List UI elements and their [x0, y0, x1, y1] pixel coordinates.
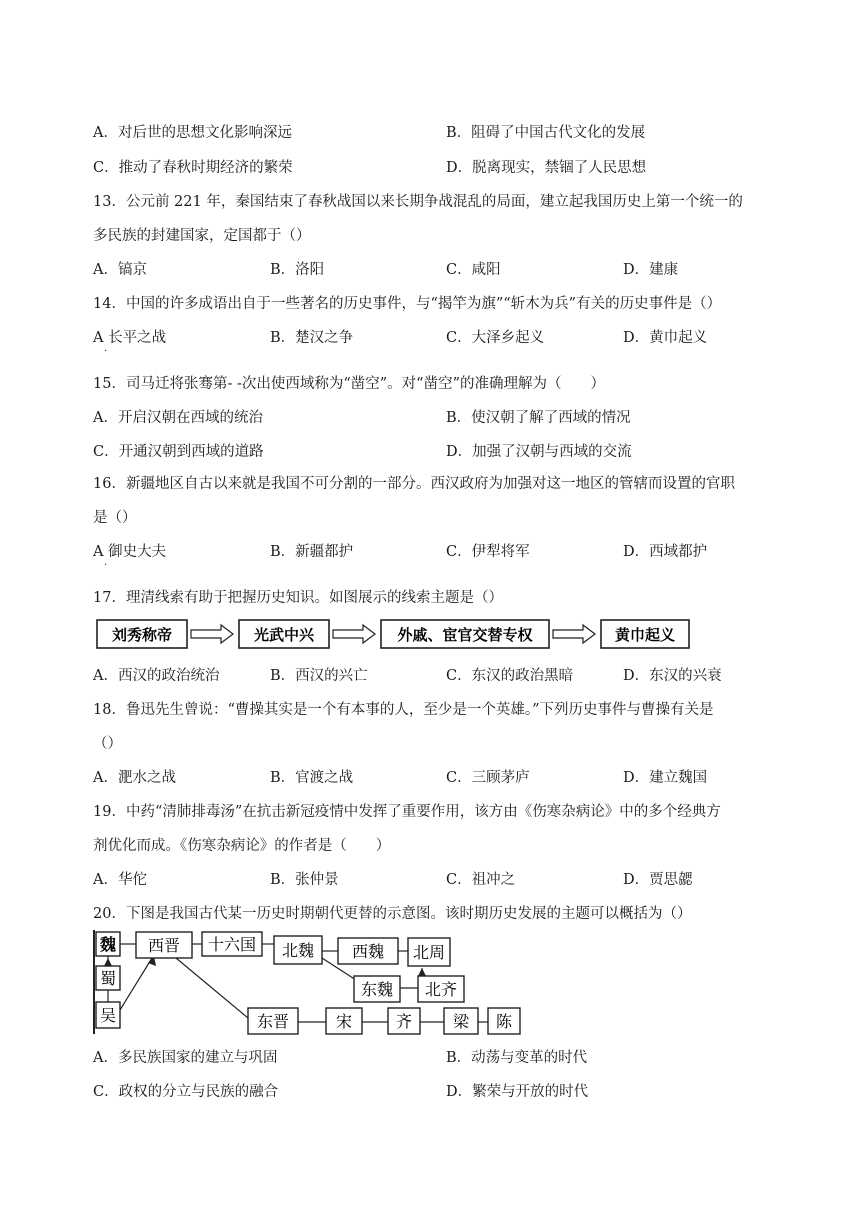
q19-option-c[interactable]: C．祖冲之 — [446, 872, 516, 888]
q17-stem: 17．理清线索有助于把握历史知识。如图展示的线索主题是（） — [93, 590, 503, 606]
q18-stem-line2: （） — [93, 736, 122, 752]
q16-emphasis-dot: . — [104, 557, 108, 568]
q20-option-b[interactable]: B．动荡与变革的时代 — [446, 1050, 588, 1066]
q20-option-c[interactable]: C．政权的分立与民族的融合 — [93, 1084, 279, 1100]
q20-stem: 20．下图是我国古代某一历史时期朝代更替的示意图。该时期历史发展的主题可以概括为（） — [93, 906, 692, 922]
q18-option-b[interactable]: B．官渡之战 — [270, 770, 354, 786]
q13-option-d[interactable]: D．建康 — [623, 262, 679, 278]
dynasty-beizhou: 北周 — [412, 943, 446, 962]
flow-arrow-icon-1 — [191, 625, 233, 643]
dynasty-shiliuguo: 十六国 — [207, 935, 257, 954]
q20-dynasty-diagram — [90, 930, 530, 1036]
dynasty-dongwei: 东魏 — [360, 980, 394, 999]
q18-option-c[interactable]: C．三顾茅庐 — [446, 770, 530, 786]
q14-option-a[interactable]: A 长平之战 — [93, 330, 167, 346]
q20-option-d[interactable]: D．繁荣与开放的时代 — [446, 1084, 589, 1100]
q18-stem-line1: 18．鲁迅先生曾说：“曹操其实是一个有本事的人，至少是一个英雄。”下列历史事件与曹操有关是 — [93, 702, 714, 718]
q20-option-a[interactable]: A．多民族国家的建立与巩固 — [93, 1050, 278, 1066]
q13-option-b[interactable]: B．洛阳 — [270, 262, 325, 278]
flow-label-1: 刘秀称帝 — [111, 626, 173, 644]
wu-to-xijin-line — [120, 958, 152, 1010]
q15-stem: 15．司马迁将张骞第- -次出使西域称为“凿空”。对“凿空”的准确理解为（ ） — [93, 376, 606, 392]
dynasty-shu: 蜀 — [99, 969, 117, 988]
dynasty-xijin: 西晋 — [147, 936, 181, 955]
q17-option-a[interactable]: A．西汉的政治统治 — [93, 668, 220, 684]
q13-stem-line1: 13．公元前 221 年，秦国结束了春秋战国以来长期争战混乱的局面，建立起我国历史上第一个统一的 — [93, 194, 743, 210]
dynasty-dongjin: 东晋 — [256, 1012, 290, 1031]
q12-option-b[interactable]: B．阻碍了中国古代文化的发展 — [446, 125, 646, 141]
q12-option-a[interactable]: A．对后世的思想文化影响深远 — [93, 125, 292, 141]
q14-options — [93, 326, 773, 348]
arrow-icon-up-beiqi — [418, 968, 426, 976]
dynasty-wei: 魏 — [99, 935, 117, 954]
q13-options — [93, 258, 773, 280]
q17-options — [93, 664, 773, 686]
q15-options-row1 — [93, 406, 773, 428]
flow-label-4: 黄巾起义 — [614, 626, 676, 644]
q20-options-row2 — [93, 1080, 773, 1102]
dynasty-song: 宋 — [335, 1012, 353, 1031]
q19-option-b[interactable]: B．张仲景 — [270, 872, 339, 888]
q12-options-row2 — [93, 156, 773, 178]
q13-stem-line2: 多民族的封建国家，定国都于（） — [93, 228, 311, 244]
q18-option-d[interactable]: D．建立魏国 — [623, 770, 708, 786]
q20-options-row1 — [93, 1046, 773, 1068]
q12-options-row1 — [93, 121, 773, 143]
q13-option-c[interactable]: C．咸阳 — [446, 262, 501, 278]
q19-stem-line2: 剂优化而成。《伤寒杂病论》的作者是（ ） — [93, 838, 391, 854]
q15-option-d[interactable]: D．加强了汉朝与西域的交流 — [446, 444, 632, 460]
flow-label-3: 外戚、宦官交替专权 — [397, 626, 533, 644]
q17-flow-diagram — [93, 618, 693, 652]
q17-option-d[interactable]: D．东汉的兴衰 — [623, 668, 722, 684]
flow-label-2: 光武中兴 — [253, 626, 315, 644]
q18-option-a[interactable]: A．淝水之战 — [93, 770, 176, 786]
flow-arrow-icon-3 — [553, 625, 595, 643]
q12-option-d[interactable]: D．脱离现实，禁锢了人民思想 — [446, 160, 647, 176]
q15-option-c[interactable]: C．开通汉朝到西域的道路 — [93, 444, 264, 460]
q14-option-b[interactable]: B．楚汉之争 — [270, 330, 354, 346]
q19-option-a[interactable]: A．华佗 — [93, 872, 147, 888]
q14-option-d[interactable]: D．黄巾起义 — [623, 330, 708, 346]
q16-option-d[interactable]: D．西域都护 — [623, 544, 708, 560]
q19-option-d[interactable]: D．贾思勰 — [623, 872, 693, 888]
arrow-icon-up-shu — [104, 958, 112, 966]
q13-option-a[interactable]: A．镐京 — [93, 262, 147, 278]
q19-stem-line1: 19．中药“清肺排毒汤”在抗击新冠疫情中发挥了重要作用，该方由《伤寒杂病论》中的多个经典方 — [93, 804, 721, 820]
q16-stem-line1: 16．新疆地区自古以来就是我国不可分割的一部分。西汉政府为加强对这一地区的管辖而设置的官职 — [93, 476, 735, 492]
q15-options-row2 — [93, 440, 773, 462]
q16-options — [93, 540, 773, 562]
q16-option-b[interactable]: B．新疆都护 — [270, 544, 354, 560]
q19-options — [93, 868, 773, 890]
q17-option-b[interactable]: B．西汉的兴亡 — [270, 668, 368, 684]
q18-options — [93, 766, 773, 788]
flow-arrow-icon-2 — [333, 625, 375, 643]
dynasty-chen: 陈 — [495, 1012, 513, 1031]
dynasty-qi: 齐 — [395, 1012, 413, 1031]
dynasty-wu: 吴 — [99, 1006, 117, 1025]
q14-stem: 14．中国的许多成语出自于一些著名的历史事件，与“揭竿为旗”“斩木为兵”有关的历史事件是（） — [93, 296, 722, 312]
q12-option-c[interactable]: C．推动了春秋时期经济的繁荣 — [93, 160, 293, 176]
dynasty-liang: 梁 — [452, 1012, 470, 1031]
dynasty-beiqi: 北齐 — [424, 980, 458, 999]
q16-option-a[interactable]: A 御史大夫 — [93, 544, 167, 560]
q14-emphasis-dot: . — [104, 343, 108, 354]
dynasty-xiwei: 西魏 — [351, 942, 385, 961]
dynasty-beiwei: 北魏 — [281, 941, 315, 960]
q17-option-c[interactable]: C．东汉的政治黑暗 — [446, 668, 574, 684]
q14-option-c[interactable]: C．大泽乡起义 — [446, 330, 545, 346]
q15-option-a[interactable]: A．开启汉朝在西域的统治 — [93, 410, 263, 426]
q16-stem-line2: 是（） — [93, 510, 137, 526]
q16-option-c[interactable]: C．伊犁将军 — [446, 544, 530, 560]
q15-option-b[interactable]: B．使汉朝了解了西域的情况 — [446, 410, 631, 426]
